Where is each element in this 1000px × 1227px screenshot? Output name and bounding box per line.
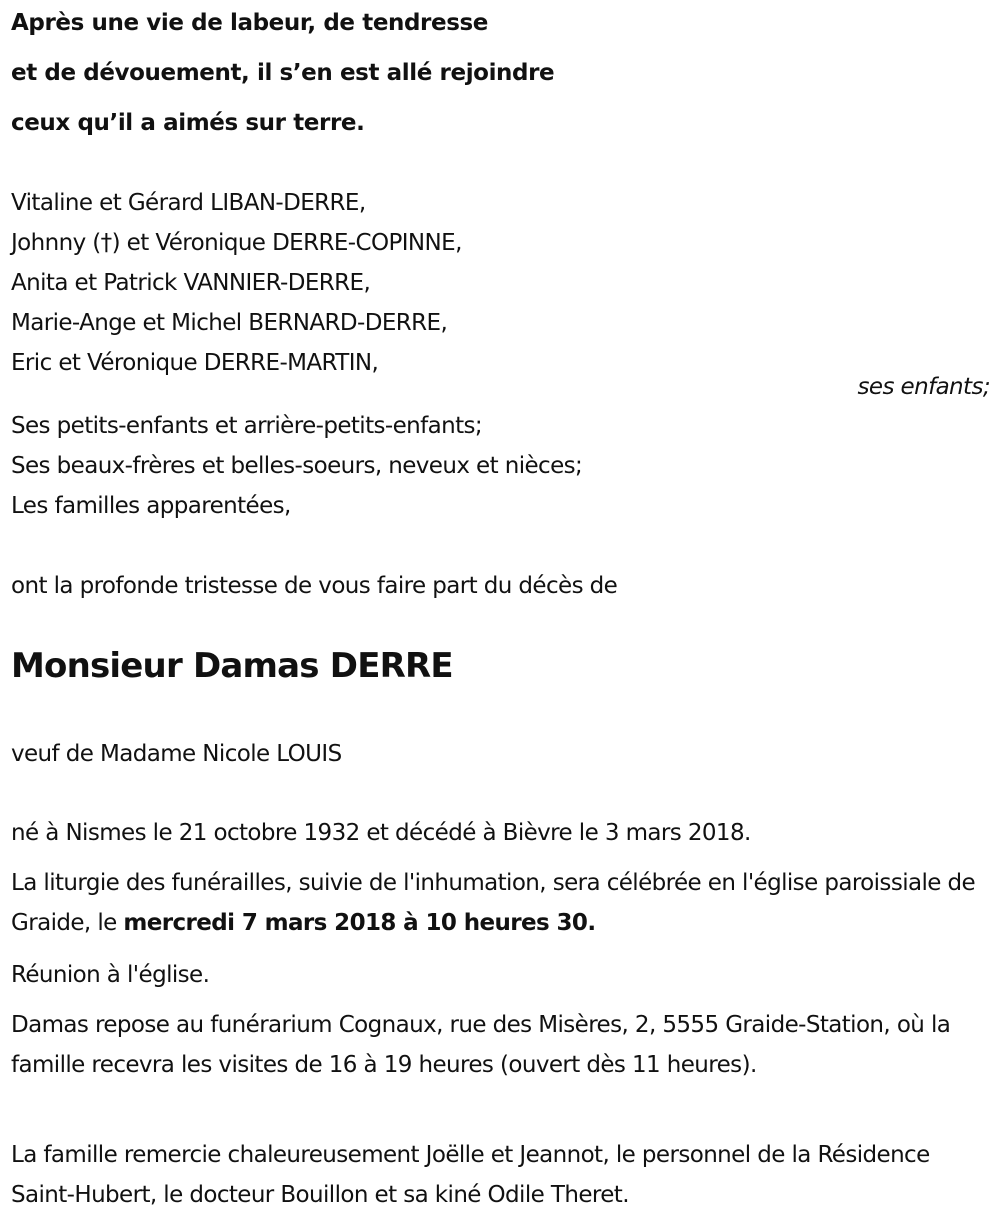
thanks-paragraph: La famille remercie chaleureusement Joëlle et Jeannot, le personnel de la Résidence Saint-Hubert, le docteur Bouillon et sa kiné Odile Theret.	[11, 1142, 930, 1208]
intro-line-3: ceux qu’il a aimés sur terre.	[11, 110, 365, 136]
announcement-text: ont la profonde tristesse de vous faire part du décès de	[11, 573, 618, 599]
child-entry: Vitaline et Gérard LIBAN-DERRE,	[11, 190, 366, 216]
child-entry: Marie-Ange et Michel BERNARD-DERRE,	[11, 310, 448, 336]
family-entry: Ses petits-enfants et arrière-petits-enfants;	[11, 413, 483, 439]
deceased-name: Monsieur Damas DERRE	[11, 646, 453, 686]
meeting-paragraph: Réunion à l'église.	[11, 962, 210, 988]
family-entry: Les familles apparentées,	[11, 493, 291, 519]
funeral-paragraph	[11, 863, 991, 943]
birth-death-line: né à Nismes le 21 octobre 1932 et décédé à Bièvre le 3 mars 2018.	[11, 820, 751, 846]
intro-line-1: Après une vie de labeur, de tendresse	[11, 10, 488, 36]
children-label: ses enfants;	[857, 374, 990, 400]
child-entry: Anita et Patrick VANNIER-DERRE,	[11, 270, 371, 296]
spouse-line: veuf de Madame Nicole LOUIS	[11, 741, 342, 767]
family-entry: Ses beaux-frères et belles-soeurs, neveux et nièces;	[11, 453, 583, 479]
intro-line-2: et de dévouement, il s’en est allé rejoindre	[11, 60, 555, 86]
visitation-paragraph: Damas repose au funérarium Cognaux, rue des Misères, 2, 5555 Graide-Station, où la famille recevra les visites de 16 à 19 heures (ouvert dès 11 heures).	[11, 1012, 951, 1078]
funeral-text: La liturgie des funérailles, suivie de l'inhumation, sera célébrée en l'église paroissiale de Graide, le	[11, 870, 976, 936]
child-entry: Johnny (†) et Véronique DERRE-COPINNE,	[11, 230, 462, 256]
child-entry: Eric et Véronique DERRE-MARTIN,	[11, 350, 379, 376]
funeral-date: mercredi 7 mars 2018 à 10 heures 30.	[123, 910, 596, 936]
